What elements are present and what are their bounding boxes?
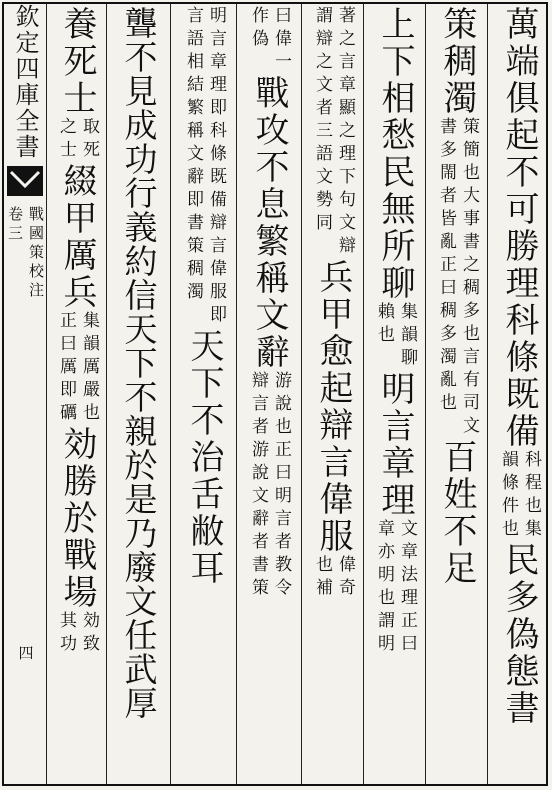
annotation	[249, 371, 289, 601]
annotation-line: 賴也	[374, 302, 394, 348]
annotation	[57, 311, 97, 426]
margin-titles	[7, 206, 43, 301]
main-text: 養死士	[57, 6, 97, 117]
column-divider	[487, 4, 488, 784]
page-number: 四	[16, 645, 35, 664]
annotation	[375, 519, 415, 657]
annotation-line: 也補	[312, 555, 332, 601]
main-text: 兵甲愈起辯言偉服	[313, 259, 353, 555]
text-column-4	[304, 6, 362, 782]
book-title: 欽定四庫全書	[11, 4, 39, 160]
annotation-line: 章亦明也謂明	[374, 519, 394, 657]
column-divider	[363, 4, 364, 784]
text-column-6	[173, 6, 235, 782]
annotation	[249, 6, 289, 75]
annotation-line: 偉奇	[335, 555, 355, 601]
text-column-2	[428, 6, 486, 782]
main-text: 綴甲厲兵	[57, 163, 97, 311]
fishtail-ornament-icon	[7, 166, 43, 196]
annotation-line: 辯言者游說文辭者書策	[248, 371, 268, 601]
main-text: 萬端俱起不可勝理科條既備	[499, 6, 539, 450]
annotation	[57, 611, 97, 657]
main-text: 戰攻不息繁稱文辭	[249, 75, 289, 371]
annotation-line: 正曰厲即礪	[56, 311, 76, 426]
annotation-line: 游說也正曰明言者教令	[271, 371, 291, 601]
main-text: 天下不治舌敝耳	[184, 328, 224, 587]
text-column-1	[490, 6, 548, 782]
column-divider	[301, 4, 302, 784]
main-text: 上下相愁民無所聊	[375, 6, 415, 302]
annotation	[313, 555, 353, 601]
main-text: 策稠濁	[437, 6, 477, 117]
annotation-line: 集韻厲嚴也	[79, 311, 99, 426]
main-text: 民多偽態書	[499, 542, 539, 727]
annotation-line: 韻條件也	[498, 450, 518, 542]
main-text: 百姓不足	[437, 439, 477, 587]
column-divider	[425, 4, 426, 784]
annotation-line: 作偽	[248, 6, 268, 52]
annotation-line: 集韻聊	[397, 302, 417, 371]
annotation	[375, 302, 415, 371]
annotation-line: 科程也集	[521, 450, 541, 542]
annotation	[437, 117, 477, 439]
column-divider	[170, 4, 171, 784]
work-title: 戰國策校注	[27, 206, 45, 301]
annotation-line: 取死	[79, 117, 99, 163]
text-column-5	[239, 6, 299, 782]
text-column-7	[109, 6, 169, 782]
annotation-line: 曰偉一	[271, 6, 291, 75]
annotation-line: 謂辯之文者三語文勢同	[312, 6, 332, 236]
main-text: 聾不見成功行義約信天下不親於是乃廢文任武厚	[119, 6, 159, 720]
annotation	[184, 6, 224, 328]
text-column-3	[366, 6, 424, 782]
annotation-line: 著之言章顯之理下句文辯	[335, 6, 355, 259]
annotation	[499, 450, 539, 542]
annotation-line: 文章法理正曰	[397, 519, 417, 657]
annotation-line: 明言章理即科條既備辯言偉服即	[206, 6, 226, 328]
annotation-line: 策簡也大事書之稠多也言有司文	[459, 117, 479, 439]
text-column-8	[49, 6, 105, 782]
main-text: 効勝於戰場	[57, 426, 97, 611]
page-margin	[4, 4, 46, 784]
main-text: 明言章理	[375, 371, 415, 519]
column-divider	[46, 4, 47, 784]
annotation-line: 言語相結繁稱文辭即書策稠濁	[183, 6, 203, 305]
annotation-line: 之士	[56, 117, 76, 163]
annotation-line: 書多閙者皆亂正曰稠多濁亂也	[436, 117, 456, 416]
annotation	[313, 6, 353, 259]
column-divider	[236, 4, 237, 784]
column-divider	[106, 4, 107, 784]
annotation	[57, 117, 97, 163]
juan-number: 卷三	[6, 206, 24, 244]
annotation-line: 其功	[56, 611, 76, 657]
annotation-line: 効致	[79, 611, 99, 657]
